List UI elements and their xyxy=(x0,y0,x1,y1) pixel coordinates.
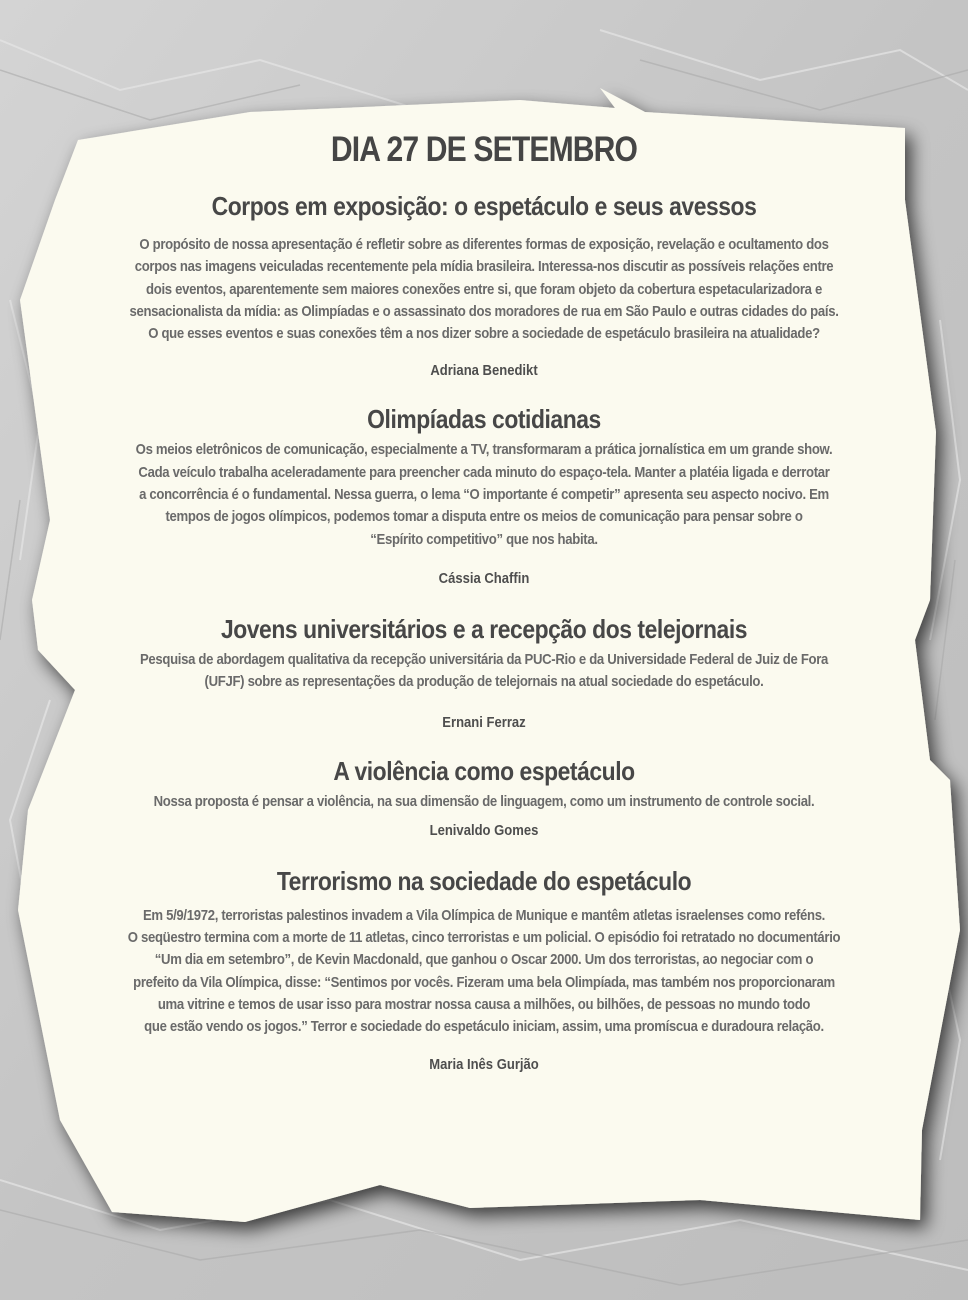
body-line: dois eventos, aparentemente sem maiores conexões entre si, que foram objeto da cobertura espetacularizadora e xyxy=(146,281,822,298)
program-content xyxy=(48,126,920,1075)
body-line: Em 5/9/1972, terroristas palestinos invadem a Vila Olímpica de Munique e mantêm atletas israelenses como reféns. xyxy=(142,907,826,924)
section-title: A violência como espetáculo xyxy=(333,755,635,786)
section-author: Maria Inês Gurjão xyxy=(429,1056,539,1073)
body-line: Os meios eletrônicos de comunicação, especialmente a TV, transformaram a prática jornalística em um grande show. xyxy=(135,442,833,459)
section-title: Corpos em exposição: o espetáculo e seus avessos xyxy=(211,191,757,221)
section-terrorismo xyxy=(48,861,920,1075)
body-line: Cada veículo trabalha aceleradamente para preencher cada minuto do espaço-tela. Manter a platéia ligada e derrotar xyxy=(138,464,830,481)
body-line: uma vitrine e temos de usar isso para mostrar nossa causa a milhões, ou bilhões, de pessoas no mundo todo xyxy=(157,997,811,1014)
body-line: prefeito da Vila Olímpica, disse: “Sentimos por vocês. Fizeram uma bela Olimpíada, mas também nos proporcionaram xyxy=(133,974,835,991)
body-line: O propósito de nossa apresentação é refletir sobre as diferentes formas de exposição, revelação e ocultamento dos xyxy=(139,237,829,253)
body-line: corpos nas imagens veiculadas recentemente pela mídia brasileira. Interessa-nos discutir as possíveis relações entre xyxy=(134,259,834,276)
section-title: Jovens universitários e a recepção dos telejornais xyxy=(220,613,748,644)
section-author: Ernani Ferraz xyxy=(442,714,526,731)
section-author: Cássia Chaffin xyxy=(438,570,530,587)
section-body xyxy=(47,791,922,813)
section-title: Olimpíadas cotidianas xyxy=(367,404,601,435)
body-line: Nossa proposta é pensar a violência, na sua dimensão de linguagem, como um instrumento de controle social. xyxy=(153,793,815,810)
section-author: Lenivaldo Gomes xyxy=(429,822,539,839)
body-line: que estão vendo os jogos.” Terror e sociedade do espetáculo iniciam, assim, uma promíscua e duradoura relação. xyxy=(144,1019,824,1036)
body-line: sensacionalista da mídia: as Olimpíadas e o assassinato dos moradores de rua em São Paulo e outras cidades do país. xyxy=(129,303,839,320)
section-body xyxy=(47,649,922,694)
body-line: tempos de jogos olímpicos, podemos tomar a disputa entre os meios de comunicação para pensar sobre o xyxy=(165,509,803,526)
page-title: DIA 27 DE SETEMBRO xyxy=(330,130,638,169)
section-author: Adriana Benedikt xyxy=(430,363,538,380)
body-line: “Espírito competitivo” que nos habita. xyxy=(370,531,598,548)
body-line: Pesquisa de abordagem qualitativa da recepção universitária da PUC-Rio e da Universidade Federal de Juiz de Fora xyxy=(139,651,829,668)
body-line: O seqüestro termina com a morte de 11 atletas, cinco terroristas e um policial. O episódio foi retratado no documentário xyxy=(127,930,841,947)
body-line: “Um dia em setembro”, de Kevin Macdonald, que ganhou o Oscar 2000. Um dos terroristas, ao negociar com o xyxy=(154,952,814,969)
section-corpos-em-exposicao xyxy=(48,186,920,381)
body-line: O que esses eventos e suas conexões têm a nos dizer sobre a sociedade de espetáculo brasileira na atualidade? xyxy=(148,326,820,343)
section-body xyxy=(47,234,922,345)
section-olimpiadas-cotidianas xyxy=(48,399,920,588)
section-body xyxy=(47,905,922,1039)
section-jovens-universitarios xyxy=(48,609,920,733)
section-body xyxy=(47,439,922,550)
body-line: (UFJF) sobre as representações da produção de telejornais na atual sociedade do espetáculo. xyxy=(204,674,764,691)
section-violencia-como-espetaculo xyxy=(48,751,920,841)
section-title: Terrorismo na sociedade do espetáculo xyxy=(276,865,692,896)
body-line: a concorrência é o fundamental. Nessa guerra, o lema “O importante é competir” apresenta seu aspecto nocivo. Em xyxy=(139,487,829,504)
